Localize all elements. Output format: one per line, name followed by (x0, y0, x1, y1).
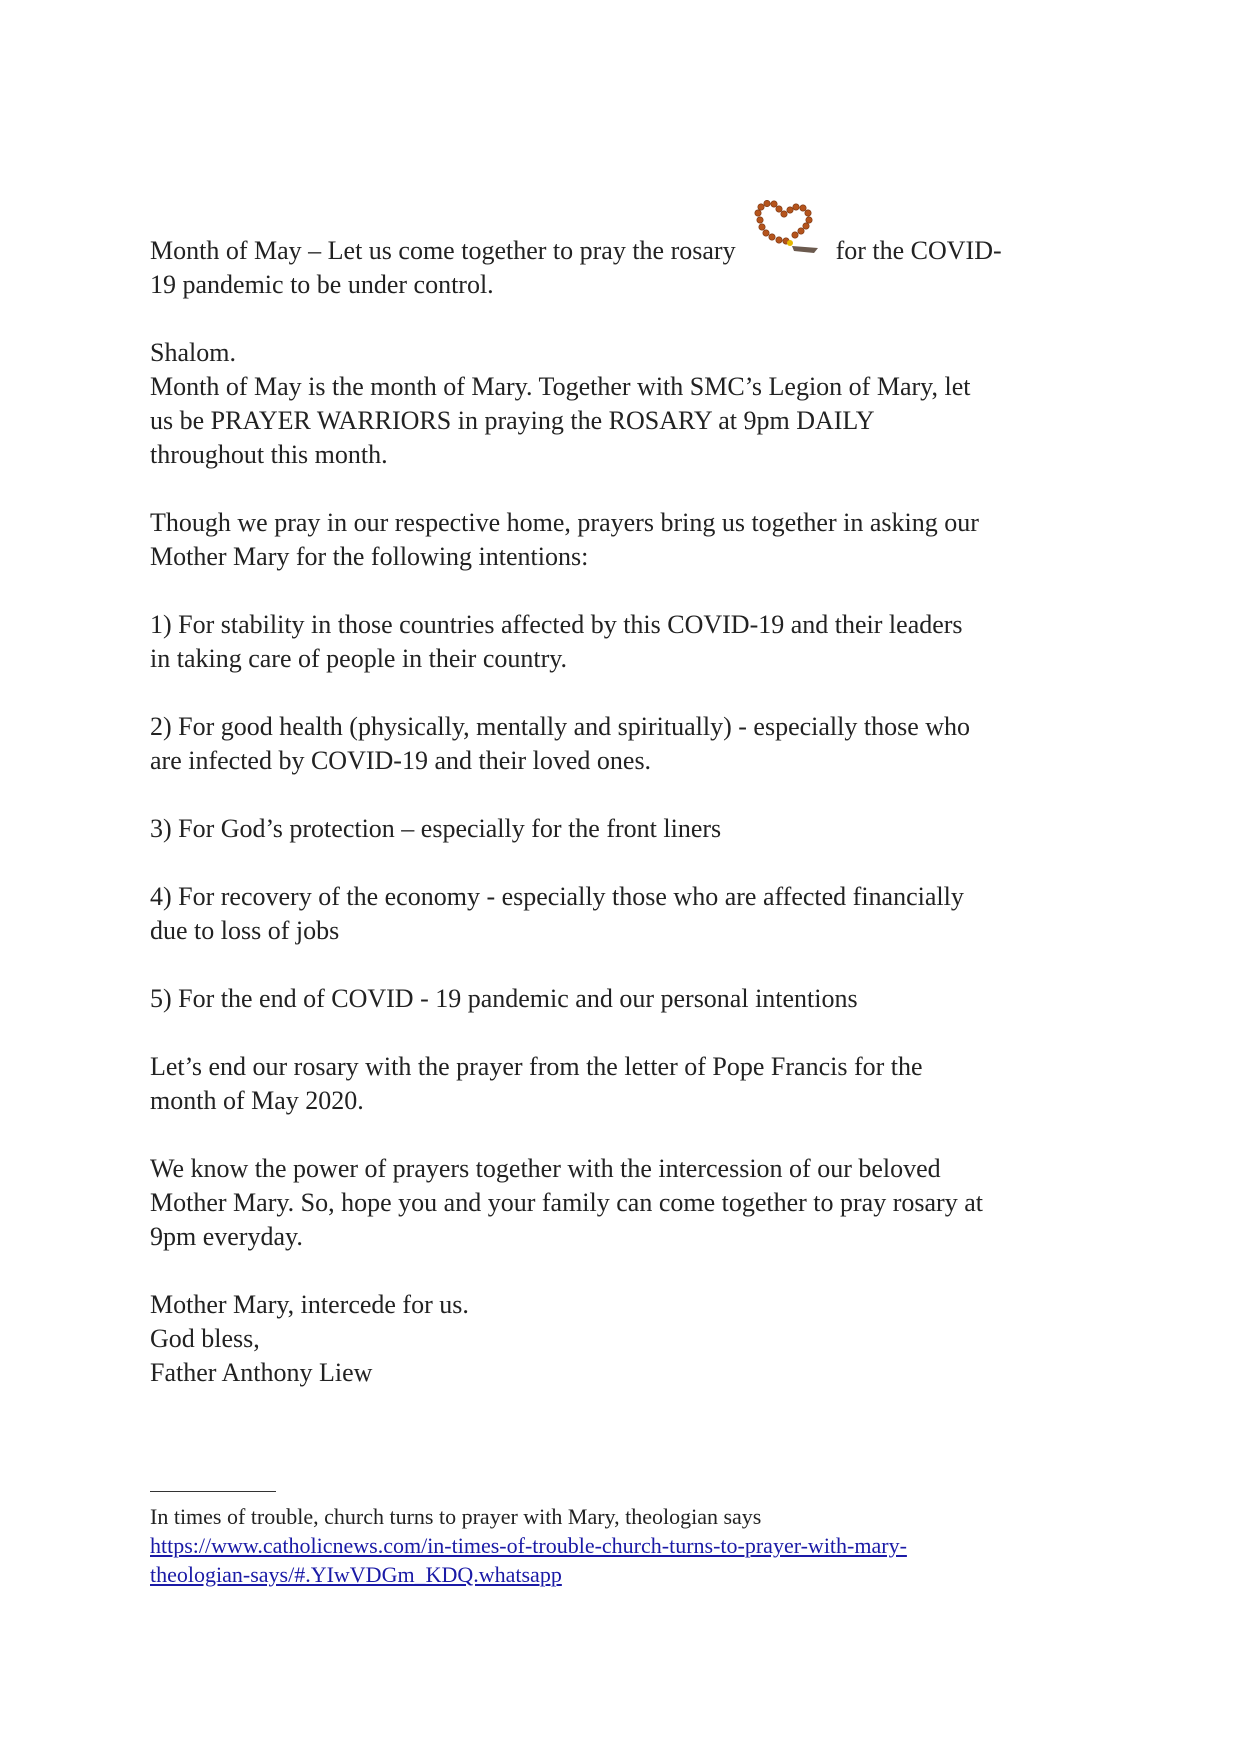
power-of-prayer-line: 9pm everyday. (150, 1222, 303, 1251)
title-paragraph (150, 196, 1100, 302)
footnote-link-line-1[interactable]: https://www.catholicnews.com/in-times-of-trouble-church-turns-to-prayer-with-mary- (150, 1533, 907, 1558)
signoff-line: God bless, (150, 1324, 260, 1353)
intention-line: in taking care of people in their country. (150, 644, 568, 673)
intention-5 (150, 982, 1100, 1016)
footnote-link[interactable] (150, 1531, 1110, 1589)
greeting: Shalom. (150, 338, 236, 367)
signature: Father Anthony Liew (150, 1358, 373, 1387)
intention-line: are infected by COVID-19 and their loved ones. (150, 746, 652, 775)
intention-4 (150, 880, 1100, 948)
title-line-1 (150, 196, 1100, 268)
title-line-2: 19 pandemic to be under control. (150, 270, 494, 299)
intentions-intro-line: Mother Mary for the following intentions: (150, 542, 589, 571)
intentions-intro-line: Though we pray in our respective home, prayers bring us together in asking our (150, 508, 979, 537)
intention-line: 5) For the end of COVID - 19 pandemic and our personal intentions (150, 984, 858, 1013)
letter-body (150, 196, 1100, 1424)
intention-line: 3) For God’s protection – especially for the front liners (150, 814, 722, 843)
intro-paragraph (150, 336, 1100, 472)
title-text-after-icon: for the COVID- (835, 236, 1002, 265)
power-of-prayer-paragraph (150, 1152, 1100, 1254)
closing-prayer-paragraph (150, 1050, 1100, 1118)
intention-line: due to loss of jobs (150, 916, 340, 945)
signoff-line: Mother Mary, intercede for us. (150, 1290, 469, 1319)
intentions-intro-paragraph (150, 506, 1100, 574)
intention-line: 4) For recovery of the economy - especially those who are affected financially (150, 882, 964, 911)
intention-2 (150, 710, 1100, 778)
intention-line: 2) For good health (physically, mentally and spiritually) - especially those who (150, 712, 971, 741)
rosary-icon (748, 200, 826, 272)
footnote (150, 1502, 1110, 1589)
intention-1 (150, 608, 1100, 676)
signoff (150, 1288, 1100, 1390)
intention-line: 1) For stability in those countries affected by this COVID-19 and their leaders (150, 610, 963, 639)
intro-line: us be PRAYER WARRIORS in praying the ROSARY at 9pm DAILY (150, 406, 875, 435)
intro-line: Month of May is the month of Mary. Together with SMC’s Legion of Mary, let (150, 372, 971, 401)
closing-prayer-line: Let’s end our rosary with the prayer from the letter of Pope Francis for the (150, 1052, 923, 1081)
power-of-prayer-line: We know the power of prayers together with the intercession of our beloved (150, 1154, 941, 1183)
power-of-prayer-line: Mother Mary. So, hope you and your family can come together to pray rosary at (150, 1188, 983, 1217)
title-text-before-icon: Month of May – Let us come together to pray the rosary (150, 236, 736, 265)
footnote-text: In times of trouble, church turns to prayer with Mary, theologian says (150, 1504, 762, 1529)
footnote-divider (150, 1491, 276, 1492)
intention-3 (150, 812, 1100, 846)
intro-line: throughout this month. (150, 440, 388, 469)
closing-prayer-line: month of May 2020. (150, 1086, 364, 1115)
footnote-link-line-2[interactable]: theologian-says/#.YIwVDGm_KDQ.whatsapp (150, 1562, 562, 1587)
